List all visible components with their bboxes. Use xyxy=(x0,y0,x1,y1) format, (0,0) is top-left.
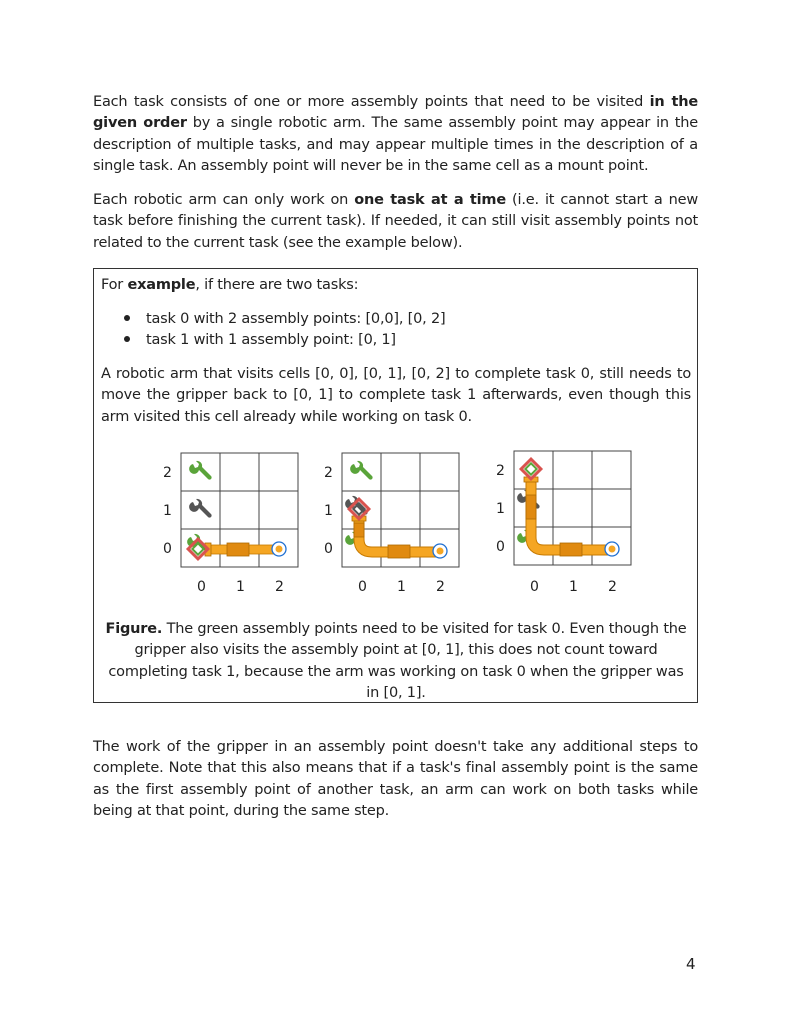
page-number: 4 xyxy=(686,955,696,973)
figure-3 xyxy=(496,451,631,595)
row-label: 1 xyxy=(163,503,172,519)
row-label: 0 xyxy=(324,541,333,557)
figure-1 xyxy=(163,453,298,595)
paragraph-task-definition: Each task consists of one or more assembly points that need to be visited in the given order by a single robotic arm. The same assembly point may appear in the description of multiple tasks, and may appear multiple times in the description of a single task. An assembly point will never be in the same cell as a mount point. xyxy=(93,94,698,174)
row-label: 1 xyxy=(324,503,333,519)
col-label: 0 xyxy=(358,579,367,595)
example-explanation: A robotic arm that visits cells [0, 0], [0, 1], [0, 2] to complete task 0, still needs to move the gripper back to [0, 1] to complete task 1 afterwards, even though this arm visited this cell already while working on task 0. xyxy=(101,366,691,425)
col-label: 1 xyxy=(397,579,406,595)
row-label: 1 xyxy=(496,501,505,517)
figure-2 xyxy=(324,453,459,595)
green-wrench-icon xyxy=(189,461,211,480)
col-label: 2 xyxy=(436,579,445,595)
bullet-icon xyxy=(124,336,130,342)
col-label: 1 xyxy=(569,579,578,595)
paragraph-gripper-work: The work of the gripper in an assembly point doesn't take any additional steps to complete. Note that this also means that if a task's final assembly point is the same as the first assembly point of another task, an arm can work on both tasks while being at that point, during the same step. xyxy=(93,739,698,819)
col-label: 1 xyxy=(236,579,245,595)
row-label: 2 xyxy=(496,463,505,479)
gripper-icon xyxy=(521,459,541,479)
robotic-arm xyxy=(188,539,286,559)
green-wrench-icon xyxy=(350,461,372,480)
col-label: 2 xyxy=(608,579,617,595)
col-label: 0 xyxy=(530,579,539,595)
row-label: 0 xyxy=(496,539,505,555)
example-intro: For example, if there are two tasks: xyxy=(101,277,359,293)
bullet-item: task 1 with 1 assembly point: [0, 1] xyxy=(124,330,396,351)
example-box xyxy=(93,268,698,703)
bullet-item: task 0 with 2 assembly points: [0,0], [0, 2] xyxy=(124,309,445,330)
row-label: 0 xyxy=(163,541,172,557)
col-label: 2 xyxy=(275,579,284,595)
figure-caption: Figure. The green assembly points need to be visited for task 0. Even though the gripper also visits the assembly point at [0, 1], this does not count toward completing task 1, because the arm was working on task 0 when the gripper was in [0, 1]. xyxy=(105,621,687,701)
example-figures xyxy=(94,447,697,607)
paragraph-one-task-at-a-time: Each robotic arm can only work on one task at a time (i.e. it cannot start a new task before finishing the current task). If needed, it can still visit assembly points not related to the current task (see the example below). xyxy=(93,192,699,251)
row-label: 2 xyxy=(163,465,172,481)
col-label: 0 xyxy=(197,579,206,595)
bullet-icon xyxy=(124,315,130,321)
robotic-arm xyxy=(521,459,619,556)
row-label: 2 xyxy=(324,465,333,481)
gray-wrench-icon xyxy=(189,499,211,518)
